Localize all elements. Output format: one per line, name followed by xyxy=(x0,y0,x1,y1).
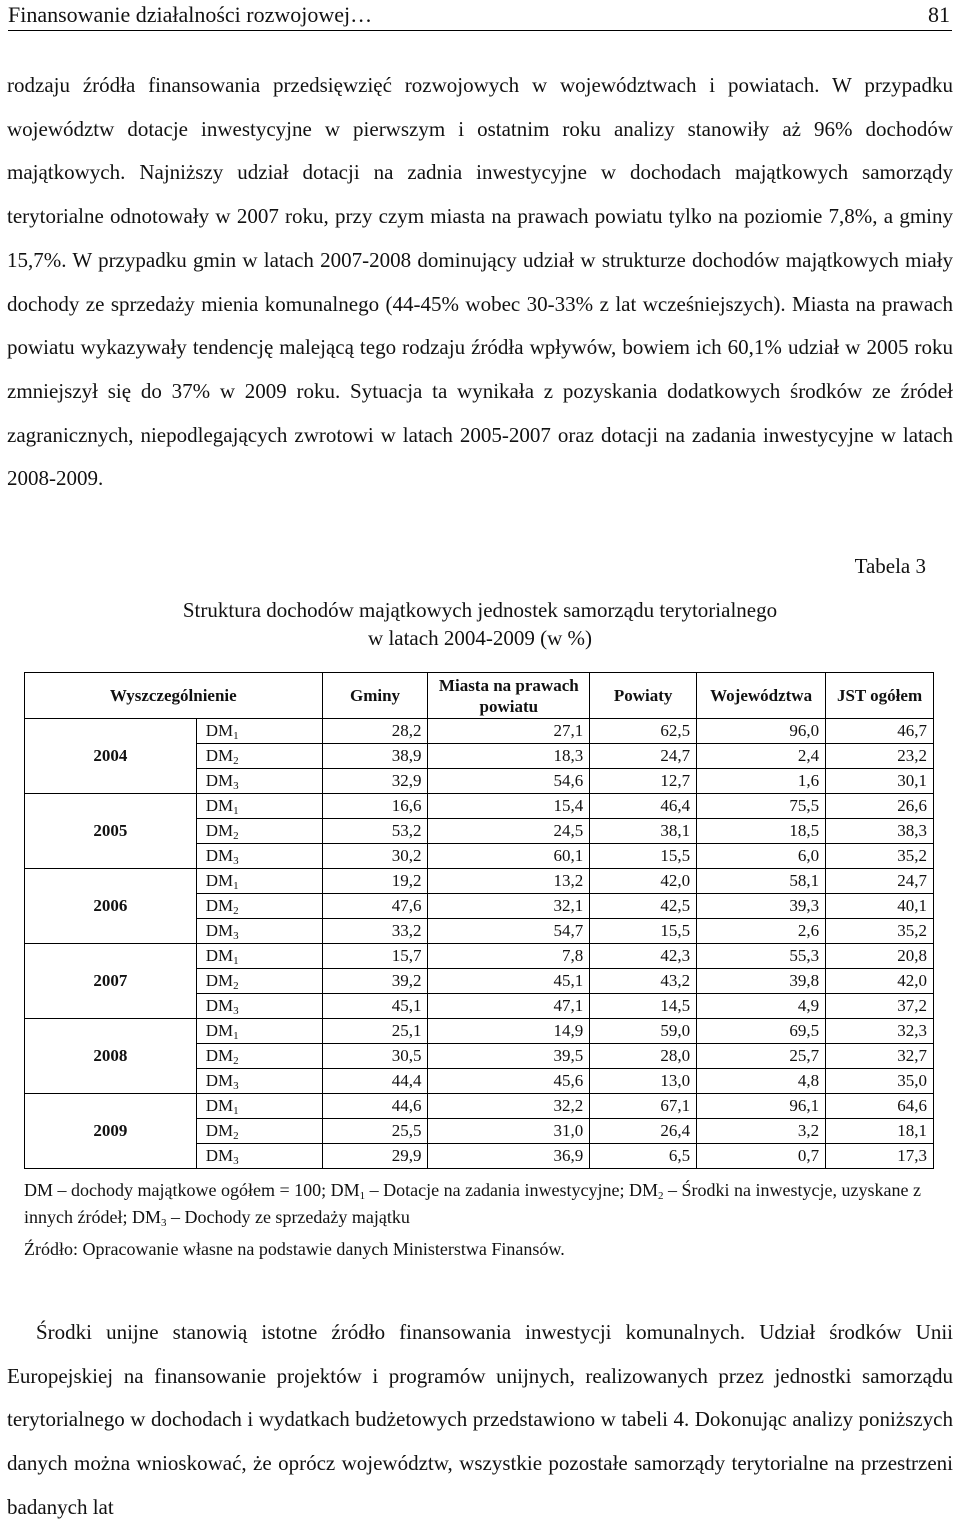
table-row xyxy=(25,794,934,819)
value-cell: 15,5 xyxy=(590,919,697,944)
dm-label-cell xyxy=(196,969,322,994)
page-header xyxy=(8,0,952,31)
value-cell: 36,9 xyxy=(428,1144,590,1169)
value-cell: 18,3 xyxy=(428,744,590,769)
dm-prefix: DM xyxy=(205,921,234,940)
dm-prefix: DM xyxy=(205,1021,234,1040)
dm-prefix: DM xyxy=(205,1071,234,1090)
year-cell: 2008 xyxy=(25,1019,197,1094)
table-caption xyxy=(0,596,960,652)
value-cell: 30,2 xyxy=(322,844,428,869)
value-cell: 54,6 xyxy=(428,769,590,794)
dm-prefix: DM xyxy=(205,971,234,990)
dm-subscript: 3 xyxy=(233,855,239,867)
dm-label-cell xyxy=(196,719,322,744)
value-cell: 29,9 xyxy=(322,1144,428,1169)
value-cell: 6,0 xyxy=(697,844,826,869)
header-wojewodztwa: Województwa xyxy=(697,673,826,719)
value-cell: 27,1 xyxy=(428,719,590,744)
legend-sub-3: 3 xyxy=(160,1217,167,1229)
table-row xyxy=(25,719,934,744)
dm-subscript: 2 xyxy=(233,980,239,992)
dm-prefix: DM xyxy=(205,1046,234,1065)
value-cell: 46,4 xyxy=(590,794,697,819)
header-powiaty: Powiaty xyxy=(590,673,697,719)
dm-subscript: 2 xyxy=(233,1055,239,1067)
body-paragraph-2: Środki unijne stanowią istotne źródło finansowania inwestycji komunalnych. Udział środków Unii Europejskiej na finansowanie projektów i programów unijnych, realizowanych przez jednostki samorządu terytorialnego w dochodach i wydatkach budżetowych przedstawiono w tabeli 4. Dokonując analizy poniższych danych można wnioskować, że oprócz województw, wszystkie pozostałe samorządy terytorialne na przestrzeni badanych lat xyxy=(7,1320,953,1519)
value-cell: 96,0 xyxy=(697,719,826,744)
dm-label-cell xyxy=(196,1069,322,1094)
dm-prefix: DM xyxy=(205,771,234,790)
value-cell: 75,5 xyxy=(697,794,826,819)
value-cell: 24,5 xyxy=(428,819,590,844)
dm-label-cell xyxy=(196,769,322,794)
value-cell: 18,1 xyxy=(826,1119,934,1144)
value-cell: 3,2 xyxy=(697,1119,826,1144)
dm-subscript: 1 xyxy=(233,1030,239,1042)
value-cell: 16,6 xyxy=(322,794,428,819)
value-cell: 23,2 xyxy=(826,744,934,769)
dm-prefix: DM xyxy=(205,1146,234,1165)
dm-label-cell xyxy=(196,819,322,844)
value-cell: 37,2 xyxy=(826,994,934,1019)
value-cell: 1,6 xyxy=(697,769,826,794)
value-cell: 43,2 xyxy=(590,969,697,994)
legend-part-4: – Dochody ze sprzedaży majątku xyxy=(166,1207,410,1227)
dm-prefix: DM xyxy=(205,946,234,965)
dm-subscript: 1 xyxy=(233,955,239,967)
table-source: Źródło: Opracowanie własne na podstawie danych Ministerstwa Finansów. xyxy=(24,1239,565,1259)
year-cell: 2006 xyxy=(25,869,197,944)
running-title: Finansowanie działalności rozwojowej… xyxy=(8,2,373,27)
dm-prefix: DM xyxy=(205,846,234,865)
value-cell: 35,0 xyxy=(826,1069,934,1094)
value-cell: 30,1 xyxy=(826,769,934,794)
value-cell: 64,6 xyxy=(826,1094,934,1119)
value-cell: 31,0 xyxy=(428,1119,590,1144)
dm-subscript: 2 xyxy=(233,755,239,767)
table-body xyxy=(25,719,934,1169)
year-cell: 2004 xyxy=(25,719,197,794)
value-cell: 24,7 xyxy=(826,869,934,894)
value-cell: 26,6 xyxy=(826,794,934,819)
value-cell: 55,3 xyxy=(697,944,826,969)
value-cell: 4,8 xyxy=(697,1069,826,1094)
caption-line-2: w latach 2004-2009 (w %) xyxy=(368,626,592,650)
dm-label-cell xyxy=(196,1044,322,1069)
value-cell: 15,4 xyxy=(428,794,590,819)
value-cell: 25,1 xyxy=(322,1019,428,1044)
value-cell: 39,8 xyxy=(697,969,826,994)
value-cell: 13,0 xyxy=(590,1069,697,1094)
value-cell: 25,5 xyxy=(322,1119,428,1144)
table-header-row xyxy=(25,673,934,719)
dm-subscript: 1 xyxy=(233,805,239,817)
value-cell: 13,2 xyxy=(428,869,590,894)
year-cell: 2009 xyxy=(25,1094,197,1169)
dm-prefix: DM xyxy=(205,796,234,815)
value-cell: 38,3 xyxy=(826,819,934,844)
legend-sub-2: 2 xyxy=(658,1190,664,1202)
header-miasta: Miasta na prawach powiatu xyxy=(428,673,590,719)
table-row xyxy=(25,1094,934,1119)
table-row xyxy=(25,944,934,969)
value-cell: 18,5 xyxy=(697,819,826,844)
value-cell: 35,2 xyxy=(826,919,934,944)
value-cell: 28,2 xyxy=(322,719,428,744)
value-cell: 15,5 xyxy=(590,844,697,869)
value-cell: 32,2 xyxy=(428,1094,590,1119)
dm-label-cell xyxy=(196,869,322,894)
dm-prefix: DM xyxy=(205,721,234,740)
dm-prefix: DM xyxy=(205,1121,234,1140)
dm-subscript: 3 xyxy=(233,1080,239,1092)
year-cell: 2007 xyxy=(25,944,197,1019)
dm-subscript: 2 xyxy=(233,1130,239,1142)
value-cell: 20,8 xyxy=(826,944,934,969)
value-cell: 14,5 xyxy=(590,994,697,1019)
value-cell: 42,0 xyxy=(826,969,934,994)
value-cell: 28,0 xyxy=(590,1044,697,1069)
value-cell: 2,4 xyxy=(697,744,826,769)
value-cell: 47,6 xyxy=(322,894,428,919)
header-wyszczegolnienie: Wyszczególnienie xyxy=(25,673,323,719)
table-row xyxy=(25,1019,934,1044)
dm-label-cell xyxy=(196,894,322,919)
table-legend xyxy=(24,1177,934,1231)
value-cell: 15,7 xyxy=(322,944,428,969)
value-cell: 4,9 xyxy=(697,994,826,1019)
header-jst: JST ogółem xyxy=(826,673,934,719)
value-cell: 45,1 xyxy=(322,994,428,1019)
value-cell: 39,3 xyxy=(697,894,826,919)
value-cell: 25,7 xyxy=(697,1044,826,1069)
page-number: 81 xyxy=(928,2,950,27)
value-cell: 32,1 xyxy=(428,894,590,919)
dm-subscript: 1 xyxy=(233,880,239,892)
dm-label-cell xyxy=(196,1119,322,1144)
year-cell: 2005 xyxy=(25,794,197,869)
value-cell: 40,1 xyxy=(826,894,934,919)
value-cell: 45,6 xyxy=(428,1069,590,1094)
legend-sub-1: 1 xyxy=(359,1190,366,1202)
value-cell: 46,7 xyxy=(826,719,934,744)
value-cell: 45,1 xyxy=(428,969,590,994)
body-paragraph-1: rodzaju źródła finansowania przedsięwzięć rozwojowych w województwach i powiatach. W przypadku województw dotacje inwestycyjne w pierwszym i ostatnim roku analizy stanowiły aż 96% dochodów majątkowych. Najniższy udział dotacji na zadnia inwestycyjne w dochodach majątkowych samorządy terytorialne odnotowały w 2007 roku, przy czym miasta na prawach powiatu tylko na poziomie 7,8%, a gminy 15,7%. W przypadku gmin w latach 2007-2008 dominujący udział w strukturze dochodów majątkowych miały dochody ze sprzedaży mienia komunalnego (44-45% wobec 30-33% z lat wcześniejszych). Miasta na prawach powiatu wykazywały tendencję malejącą tego rodzaju źródła wpływów, bowiem ich 60,1% udział w 2005 roku zmniejszył się do 37% w 2009 roku. Sytuacja ta wynikała z pozyskania dodatkowych środków ze źródeł zagranicznych, niepodlegających zwrotowi w latach 2005-2007 oraz dotacji na zadania inwestycyjne w latach 2008-2009. xyxy=(7,73,953,491)
value-cell: 2,6 xyxy=(697,919,826,944)
value-cell: 17,3 xyxy=(826,1144,934,1169)
dm-label-cell xyxy=(196,1144,322,1169)
dm-prefix: DM xyxy=(205,871,234,890)
dm-prefix: DM xyxy=(205,1096,234,1115)
value-cell: 38,1 xyxy=(590,819,697,844)
dm-subscript: 2 xyxy=(233,905,239,917)
value-cell: 32,3 xyxy=(826,1019,934,1044)
value-cell: 6,5 xyxy=(590,1144,697,1169)
dm-subscript: 2 xyxy=(233,830,239,842)
dm-label-cell xyxy=(196,794,322,819)
legend-part-2: – Dotacje na zadania inwestycyjne; DM xyxy=(365,1180,659,1200)
value-cell: 35,2 xyxy=(826,844,934,869)
dm-label-cell xyxy=(196,919,322,944)
legend-part-1: DM – dochody majątkowe ogółem = 100; DM xyxy=(24,1180,360,1200)
value-cell: 24,7 xyxy=(590,744,697,769)
table-row xyxy=(25,869,934,894)
value-cell: 39,5 xyxy=(428,1044,590,1069)
value-cell: 38,9 xyxy=(322,744,428,769)
value-cell: 26,4 xyxy=(590,1119,697,1144)
value-cell: 12,7 xyxy=(590,769,697,794)
value-cell: 19,2 xyxy=(322,869,428,894)
dm-label-cell xyxy=(196,944,322,969)
value-cell: 14,9 xyxy=(428,1019,590,1044)
value-cell: 33,2 xyxy=(322,919,428,944)
table-label: Tabela 3 xyxy=(854,554,926,578)
dm-label-cell xyxy=(196,994,322,1019)
value-cell: 67,1 xyxy=(590,1094,697,1119)
dm-subscript: 1 xyxy=(233,1105,239,1117)
value-cell: 32,7 xyxy=(826,1044,934,1069)
value-cell: 60,1 xyxy=(428,844,590,869)
dm-subscript: 3 xyxy=(233,1155,239,1167)
header-gminy: Gminy xyxy=(322,673,428,719)
dm-label-cell xyxy=(196,744,322,769)
value-cell: 0,7 xyxy=(697,1144,826,1169)
dm-subscript: 1 xyxy=(233,730,239,742)
dm-prefix: DM xyxy=(205,996,234,1015)
value-cell: 42,0 xyxy=(590,869,697,894)
dm-subscript: 3 xyxy=(233,780,239,792)
value-cell: 54,7 xyxy=(428,919,590,944)
value-cell: 47,1 xyxy=(428,994,590,1019)
value-cell: 44,4 xyxy=(322,1069,428,1094)
value-cell: 32,9 xyxy=(322,769,428,794)
legend-part-3: – Środki na inwestycje, uzyskane z innych źródeł; DM xyxy=(24,1180,921,1227)
value-cell: 42,5 xyxy=(590,894,697,919)
value-cell: 42,3 xyxy=(590,944,697,969)
income-structure-table xyxy=(24,672,934,1169)
dm-prefix: DM xyxy=(205,896,234,915)
value-cell: 30,5 xyxy=(322,1044,428,1069)
dm-label-cell xyxy=(196,1019,322,1044)
dm-label-cell xyxy=(196,1094,322,1119)
value-cell: 7,8 xyxy=(428,944,590,969)
value-cell: 69,5 xyxy=(697,1019,826,1044)
dm-subscript: 3 xyxy=(233,1005,239,1017)
dm-prefix: DM xyxy=(205,746,234,765)
value-cell: 58,1 xyxy=(697,869,826,894)
dm-subscript: 3 xyxy=(233,930,239,942)
caption-line-1: Struktura dochodów majątkowych jednostek samorządu terytorialnego xyxy=(182,598,778,622)
value-cell: 96,1 xyxy=(697,1094,826,1119)
value-cell: 53,2 xyxy=(322,819,428,844)
value-cell: 62,5 xyxy=(590,719,697,744)
value-cell: 44,6 xyxy=(322,1094,428,1119)
value-cell: 39,2 xyxy=(322,969,428,994)
dm-prefix: DM xyxy=(205,821,234,840)
value-cell: 59,0 xyxy=(590,1019,697,1044)
dm-label-cell xyxy=(196,844,322,869)
